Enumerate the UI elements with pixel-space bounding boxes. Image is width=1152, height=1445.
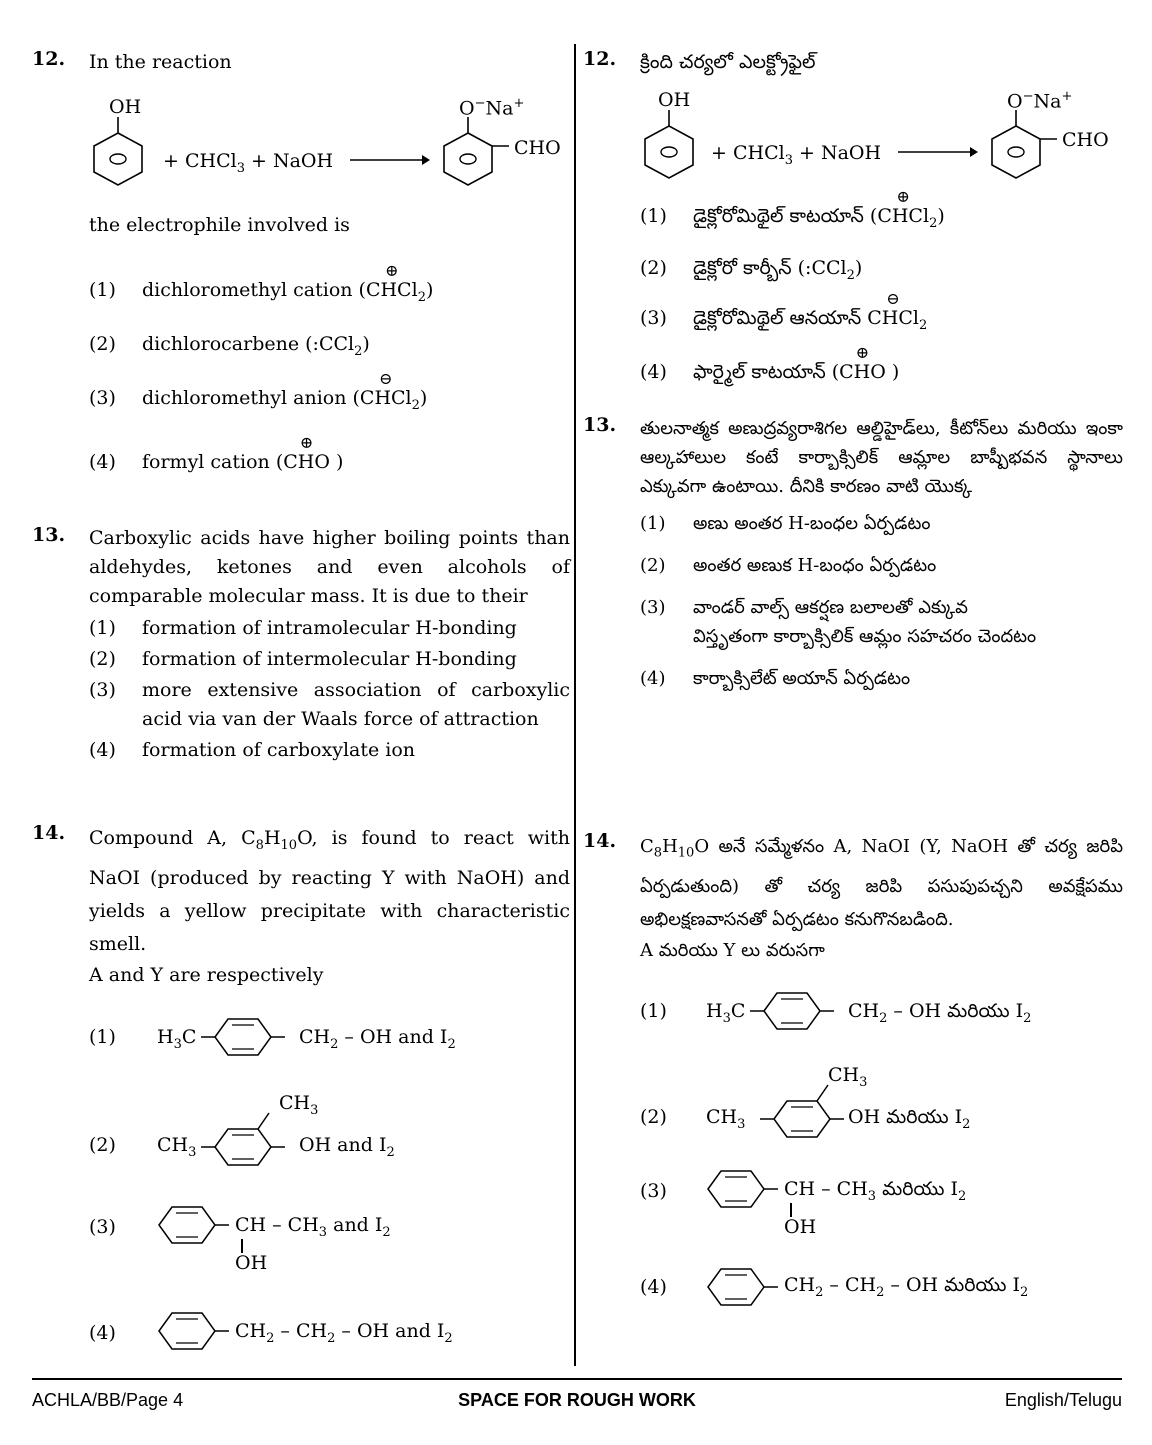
- question-number: 12.: [32, 48, 66, 70]
- language-label: English/Telugu: [1004, 1390, 1122, 1410]
- options-list: [640, 187, 1120, 387]
- question-number: 12.: [583, 48, 617, 70]
- question-text: తులనాత్మక అణుద్రవ్యరాశిగల ఆల్డిహైడ్‌లు, కీటోన్‌లు మరియు ఇంకా ఆల్కహాలుల కంటే కార్బాక్సిలిక్ ఆమ్లాల బాష్పీభవన స్థానాలు ఎక్కువగా ఉంటాయి. దీనికి కారణం వాటి యొక్క: [640, 418, 1123, 497]
- option-3[interactable]: (3) వాండర్ వాల్స్ ఆకర్షణ బలాలతో ఎక్కువ విస్తృతంగా కార్బాక్సిలిక్ ఆమ్లం సహచరం చెందటం: [640, 597, 1037, 647]
- page-reference: ACHLA/BB/Page 4: [32, 1390, 184, 1410]
- option-4[interactable]: (4) $CH_2 - CH_2$ – OH and $I_2$: [89, 1308, 569, 1358]
- question-number: 13.: [583, 414, 617, 436]
- option-3[interactable]: (3) CH – $CH_3$ మరియు $I_2$ OH: [640, 1158, 1120, 1238]
- cation-charge-icon: ⊕: [385, 261, 399, 280]
- reactant-oh-label: OH: [658, 89, 691, 111]
- benzene-ring-icon: [201, 1014, 301, 1060]
- reagents-text: + CHCl$_3$ + NaOH: [163, 150, 334, 176]
- option-1[interactable]: (1) డైక్లోరోమిథైల్ కాటయాన్ ( ⊕ CHCl$_2$): [640, 202, 1120, 254]
- option-2[interactable]: (2) $CH_3$ $CH_3$ OH మరియు $I_2$: [640, 1062, 1120, 1142]
- product-cho-label: CHO: [514, 137, 561, 159]
- question-text: Carboxylic acids have higher boiling points than aldehydes, ketones and even alcohols of comparable molecular mass. It is due to their: [89, 527, 570, 607]
- cation-charge-icon: ⊕: [855, 343, 870, 362]
- option-2[interactable]: (2) $CH_3$ $CH_3$ OH and $I_2$: [89, 1090, 569, 1170]
- anion-charge-icon: ⊖: [379, 369, 393, 388]
- option-3[interactable]: (3) dichloromethyl anion ( ⊖ CHCl$_2$): [89, 384, 569, 448]
- question-number: 13.: [32, 524, 66, 546]
- product-phenoxide-label: O−Na+: [459, 96, 525, 120]
- options-list: [89, 614, 570, 765]
- question-prompt: the electrophile involved is: [89, 214, 350, 236]
- reagents-text: + CHCl$_3$ + NaOH: [711, 142, 882, 168]
- option-4[interactable]: (4) ఫార్మైల్ కాటయాన్ ( ⊕ CHO ): [640, 358, 1120, 387]
- option-4[interactable]: (4) $CH_2 - CH_2$ – OH మరియు $I_2$: [640, 1264, 1120, 1314]
- question-14-en: [32, 822, 570, 1382]
- option-1[interactable]: (1) dichloromethyl cation ( ⊕ CHCl$_2$): [89, 276, 569, 330]
- option-1[interactable]: (1) $H_3C$ $CH_2$ – OH మరియు $I_2$: [640, 988, 1120, 1038]
- question-12-te: [583, 40, 1123, 402]
- question-text: In the reaction: [89, 51, 232, 73]
- question-14-te: [583, 830, 1123, 1350]
- option-2[interactable]: (2) అంతర అణుక H-బంధం ఏర్పడటం: [640, 555, 937, 576]
- reactant-oh-label: OH: [109, 96, 142, 118]
- telugu-column: [583, 40, 1123, 1350]
- option-2[interactable]: (2) డైక్లోరో కార్బీన్ (:CCl$_2$): [640, 257, 863, 283]
- question-text: $C_8H_{10}O$ అనే సమ్మేళనం A, NaOI (Y, NaOH తో చర్య జరిపి ఏర్పడుతుంది) తో చర్య జరిపి పసుపుపచ్చని అవక్షేపము అభిలక్షణవాసనతో ఏర్పడటం కనుగొనబడింది.: [640, 836, 1123, 930]
- options-list: [89, 261, 569, 477]
- option-3[interactable]: (3) CH – $CH_3$ and $I_2$ OH: [89, 1192, 569, 1272]
- cation-charge-icon: ⊕: [896, 187, 910, 206]
- column-divider: [574, 44, 576, 1366]
- question-prompt: A మరియు Y లు వరుసగా: [640, 939, 825, 961]
- product-phenoxide-label: O−Na+: [1007, 89, 1073, 113]
- option-2[interactable]: (2) dichlorocarbene (:CCl$_2$): [89, 333, 370, 359]
- options-list: [640, 509, 1123, 693]
- option-4[interactable]: (4) కార్బాక్సిలేట్ అయాన్ ఏర్పడటం: [640, 668, 911, 689]
- page-footer: [32, 1378, 1122, 1430]
- option-1[interactable]: (1) $H_3C$ $CH_2$ – OH and $I_2$: [89, 1014, 569, 1064]
- anion-charge-icon: ⊖: [886, 289, 900, 308]
- option-2[interactable]: (2) formation of intermolecular H-bonding: [89, 648, 517, 670]
- benzene-ring-icon: [750, 988, 850, 1034]
- option-4[interactable]: (4) formyl cation ( ⊕ CHO ): [89, 448, 569, 477]
- question-12-en: [32, 40, 570, 490]
- question-number: 14.: [583, 830, 617, 852]
- question-number: 14.: [32, 822, 66, 844]
- option-3[interactable]: (3) more extensive association of carboxylic acid via van der Waals force of attraction: [89, 679, 570, 730]
- question-13-te: [583, 414, 1123, 830]
- option-4[interactable]: (4) formation of carboxylate ion: [89, 739, 416, 761]
- question-text: క్రింది చర్యలో ఎలక్ట్రోఫైల్: [640, 51, 816, 73]
- product-cho-label: CHO: [1062, 129, 1109, 151]
- question-13-en: [32, 524, 570, 822]
- option-1[interactable]: (1) అణు అంతర H-బంధల ఏర్పడటం: [640, 513, 931, 534]
- option-3[interactable]: (3) డైక్లోరోమిథైల్ ఆనయాన్ ⊖ CHCl$_2$: [640, 304, 1120, 358]
- reaction-arrow-icon: [350, 152, 430, 168]
- rough-work-label: SPACE FOR ROUGH WORK: [458, 1390, 696, 1410]
- cation-charge-icon: ⊕: [299, 433, 314, 452]
- english-column: [32, 40, 570, 1382]
- question-prompt: A and Y are respectively: [89, 963, 324, 986]
- question-text: Compound A, $C_8H_{10}O$, is found to react with NaOI (produced by reacting Y with NaOH) and yields a yellow precipitate with characteristic smell.: [89, 827, 571, 955]
- reaction-arrow-icon: [898, 144, 978, 160]
- option-1[interactable]: (1) formation of intramolecular H-bonding: [89, 617, 517, 639]
